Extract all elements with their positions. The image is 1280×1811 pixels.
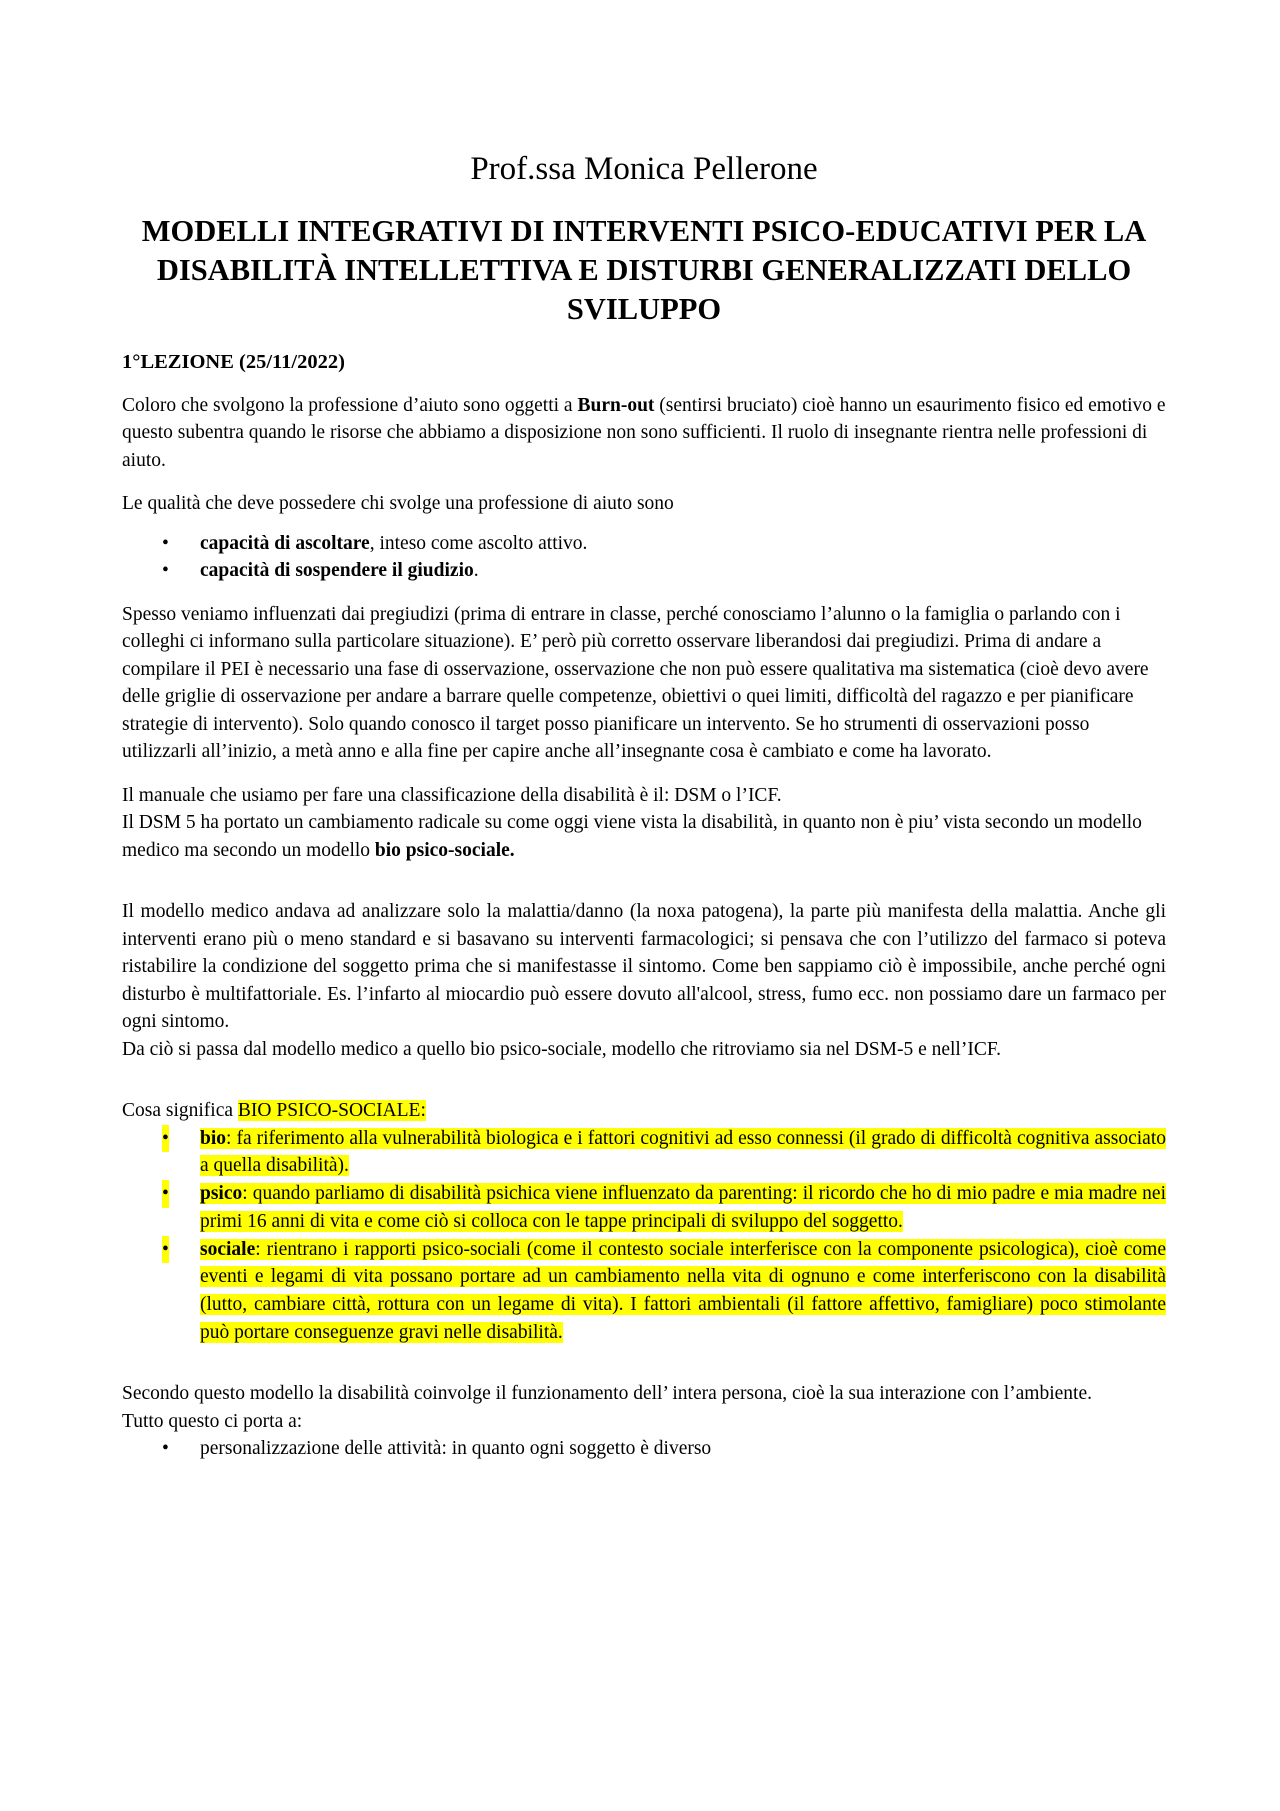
list-item: • capacità di sospendere il giudizio. xyxy=(200,557,1166,585)
list-item: • bio: fa riferimento alla vulnerabilità biologica e i fattori cognitivi ad esso connessi (il grado di difficoltà cognitiva associato a quella disabilità). xyxy=(200,1125,1166,1180)
bullet-icon: • xyxy=(162,532,169,554)
spacer xyxy=(122,1362,1166,1380)
highlighted-text: BIO PSICO-SOCIALE: xyxy=(237,1100,426,1122)
paragraph-medical-model: Il modello medico andava ad analizzare solo la malattia/danno (la noxa patogena), la parte più manifesta della malattia. Anche gli interventi erano più o meno standard e si basavano su interventi farmacologici; si pensava che con l’utilizzo del farmaco si poteva ristabilire la condizione del soggetto prima che si manifestasse il sintomo. Come ben sappiamo ciò è impossibile, anche perché ogni disturbo è multifattoriale. Es. l’infarto al miocardio può essere dovuto all'alcool, stress, fumo ecc. non possiamo dare un farmaco per ogni sintomo. xyxy=(122,901,1166,1033)
paragraph-dsm5: Il DSM 5 ha portato un cambiamento radicale su come oggi viene vista la disabilità, in quanto non è piu’ vista secondo un modello medico ma secondo un modello bio psico-sociale. xyxy=(122,812,1142,861)
final-list xyxy=(122,1435,1166,1463)
list-item: • psico: quando parliamo di disabilità psichica viene influenzato da parenting: il ricordo che ho di mio padre e mia madre nei primi 16 anni di vita e come ciò si colloca con le tappe principali di sviluppo del soggetto. xyxy=(200,1180,1166,1235)
spacer xyxy=(122,880,1166,898)
burnout-term: Burn-out xyxy=(577,394,655,416)
paragraph-qualities-intro: Le qualità che deve possedere chi svolge una professione di aiuto sono xyxy=(122,493,674,515)
paragraph-leads-to: Tutto questo ci porta a: xyxy=(122,1410,303,1432)
bullet-icon: • xyxy=(162,1180,169,1208)
lesson-heading: 1°LEZIONE (25/11/2022) xyxy=(122,350,345,373)
bps-list xyxy=(122,1125,1166,1347)
bullet-icon: • xyxy=(162,560,169,582)
document-page xyxy=(122,150,1166,1479)
bullet-icon: • xyxy=(162,1125,169,1153)
paragraph-transition: Da ciò si passa dal modello medico a quello bio psico-sociale, modello che ritroviamo sia nel DSM-5 e nell’ICF. xyxy=(122,1038,1001,1060)
document-title: MODELLI INTEGRATIVI DI INTERVENTI PSICO-EDUCATIVI PER LA DISABILITÀ INTELLETTIVA E DISTURBI GENERALIZZATI DELLO SVILUPPO xyxy=(141,213,1147,326)
bullet-icon: • xyxy=(162,1236,169,1264)
qualities-list xyxy=(122,530,1166,585)
author-name: Prof.ssa Monica Pellerone xyxy=(470,151,818,187)
paragraph-functioning: Secondo questo modello la disabilità coinvolge il funzionamento dell’ intera persona, cioè la sua interazione con l’ambiente. xyxy=(122,1383,1092,1405)
paragraph-prejudice: Spesso veniamo influenzati dai pregiudizi (prima di entrare in classe, perché conosciamo l’alunno o la famiglia o parlando con i colleghi ci informano sulla particolare situazione). E’ però più corretto osservare liberandosi dai pregiudizi. Prima di andare a compilare il PEI è necessario una fase di osservazione, osservazione che non può essere qualitativa ma sistematica (cioè devo avere delle griglie di osservazione per andare a barrare quelle competenze, obiettivi o quei limiti, difficoltà del ragazzo e per pianificare strategie di intervento). Solo quando conosco il target posso pianificare un intervento. Se ho strumenti di osservazioni posso utilizzarli all’inizio, a metà anno e alla fine per capire anche all’insegnante cosa è cambiato e come ha lavorato. xyxy=(122,604,1149,763)
bio-psico-sociale-term: bio psico-sociale. xyxy=(374,839,515,861)
paragraph-manual: Il manuale che usiamo per fare una classificazione della disabilità è il: DSM o l’ICF. xyxy=(122,784,782,806)
spacer xyxy=(122,1079,1166,1097)
list-item: • capacità di ascoltare, inteso come ascolto attivo. xyxy=(200,530,1166,558)
paragraph-bps-intro: Cosa significa BIO PSICO-SOCIALE: xyxy=(122,1100,426,1122)
list-item: • sociale: rientrano i rapporti psico-sociali (come il contesto sociale interferisce con la componente psicologica), cioè come eventi e legami di vita possano portare ad un cambiamento nella vita di ognuno e come interferiscono con la disabilità (lutto, cambiare città, rottura con un legame di vita). I fattori ambientali (il fattore affettivo, famigliare) poco stimolante può portare conseguenze gravi nelle disabilità. xyxy=(200,1236,1166,1347)
paragraph-burnout: Coloro che svolgono la professione d’aiuto sono oggetti a Burn-out (sentirsi bruciato) cioè hanno un esaurimento fisico ed emotivo e questo subentra quando le risorse che abbiamo a disposizione non sono sufficienti. Il ruolo di insegnante rientra nelle professioni di aiuto. xyxy=(122,394,1166,471)
bullet-icon: • xyxy=(162,1438,169,1460)
list-item: • personalizzazione delle attività: in quanto ogni soggetto è diverso xyxy=(200,1435,1166,1463)
